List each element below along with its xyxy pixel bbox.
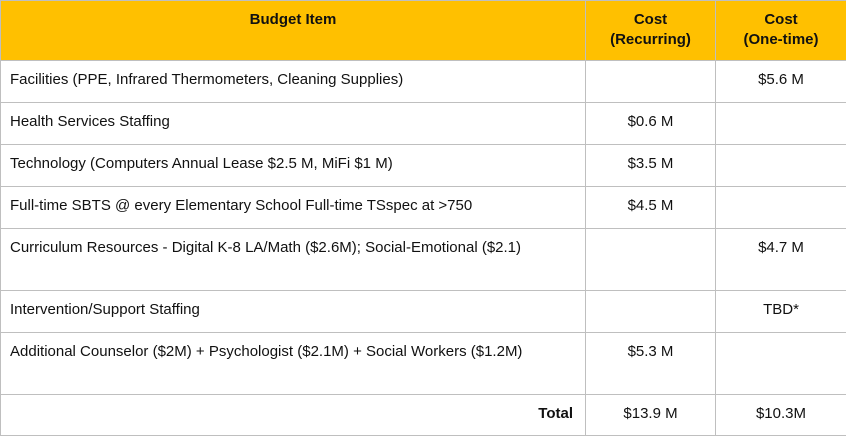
table-header [1,1,846,61]
cell-budget-item: Health Services Staffing [1,103,586,145]
table-row [1,229,846,291]
header-row [1,1,846,61]
cell-budget-item: Facilities (PPE, Infrared Thermometers, Cleaning Supplies) [1,61,586,103]
cell-budget-item: Intervention/Support Staffing [1,291,586,333]
cell-cost-onetime [716,103,846,145]
cell-cost-recurring: $3.5 M [586,145,716,187]
cell-cost-recurring [586,229,716,291]
header-cost-recurring [586,1,716,61]
cell-cost-onetime: $4.7 M [716,229,846,291]
header-cost-onetime [716,1,846,61]
cell-cost-recurring [586,61,716,103]
table-row [1,103,846,145]
cell-budget-item: Technology (Computers Annual Lease $2.5 M, MiFi $1 M) [1,145,586,187]
total-label: Total [1,395,586,436]
header-cost-onetime-line2: (One-time) [743,31,819,48]
cell-cost-onetime [716,187,846,229]
total-cost-recurring: $13.9 M [586,395,716,436]
cell-budget-item: Curriculum Resources - Digital K-8 LA/Math ($2.6M); Social-Emotional ($2.1) [1,229,586,291]
table-row [1,291,846,333]
cell-cost-recurring: $0.6 M [586,103,716,145]
cell-budget-item: Additional Counselor ($2M) + Psychologist ($2.1M) + Social Workers ($1.2M) [1,333,586,395]
table-row [1,145,846,187]
table-body [1,61,846,436]
header-budget-item [1,1,586,61]
cell-cost-onetime [716,333,846,395]
cell-cost-recurring: $5.3 M [586,333,716,395]
table-row [1,187,846,229]
table-row [1,333,846,395]
cell-cost-onetime [716,145,846,187]
cell-cost-recurring: $4.5 M [586,187,716,229]
header-budget-item-label: Budget Item [249,11,337,28]
header-cost-recurring-line1: Cost [633,11,668,28]
header-cost-recurring-line2: (Recurring) [610,31,691,48]
table-row [1,61,846,103]
cell-cost-onetime: $5.6 M [716,61,846,103]
total-row [1,395,846,436]
total-cost-onetime: $10.3M [716,395,846,436]
cell-budget-item: Full-time SBTS @ every Elementary School Full-time TSspec at >750 [1,187,586,229]
header-cost-onetime-line1: Cost [764,11,798,28]
cell-cost-onetime: TBD* [716,291,846,333]
cell-cost-recurring [586,291,716,333]
